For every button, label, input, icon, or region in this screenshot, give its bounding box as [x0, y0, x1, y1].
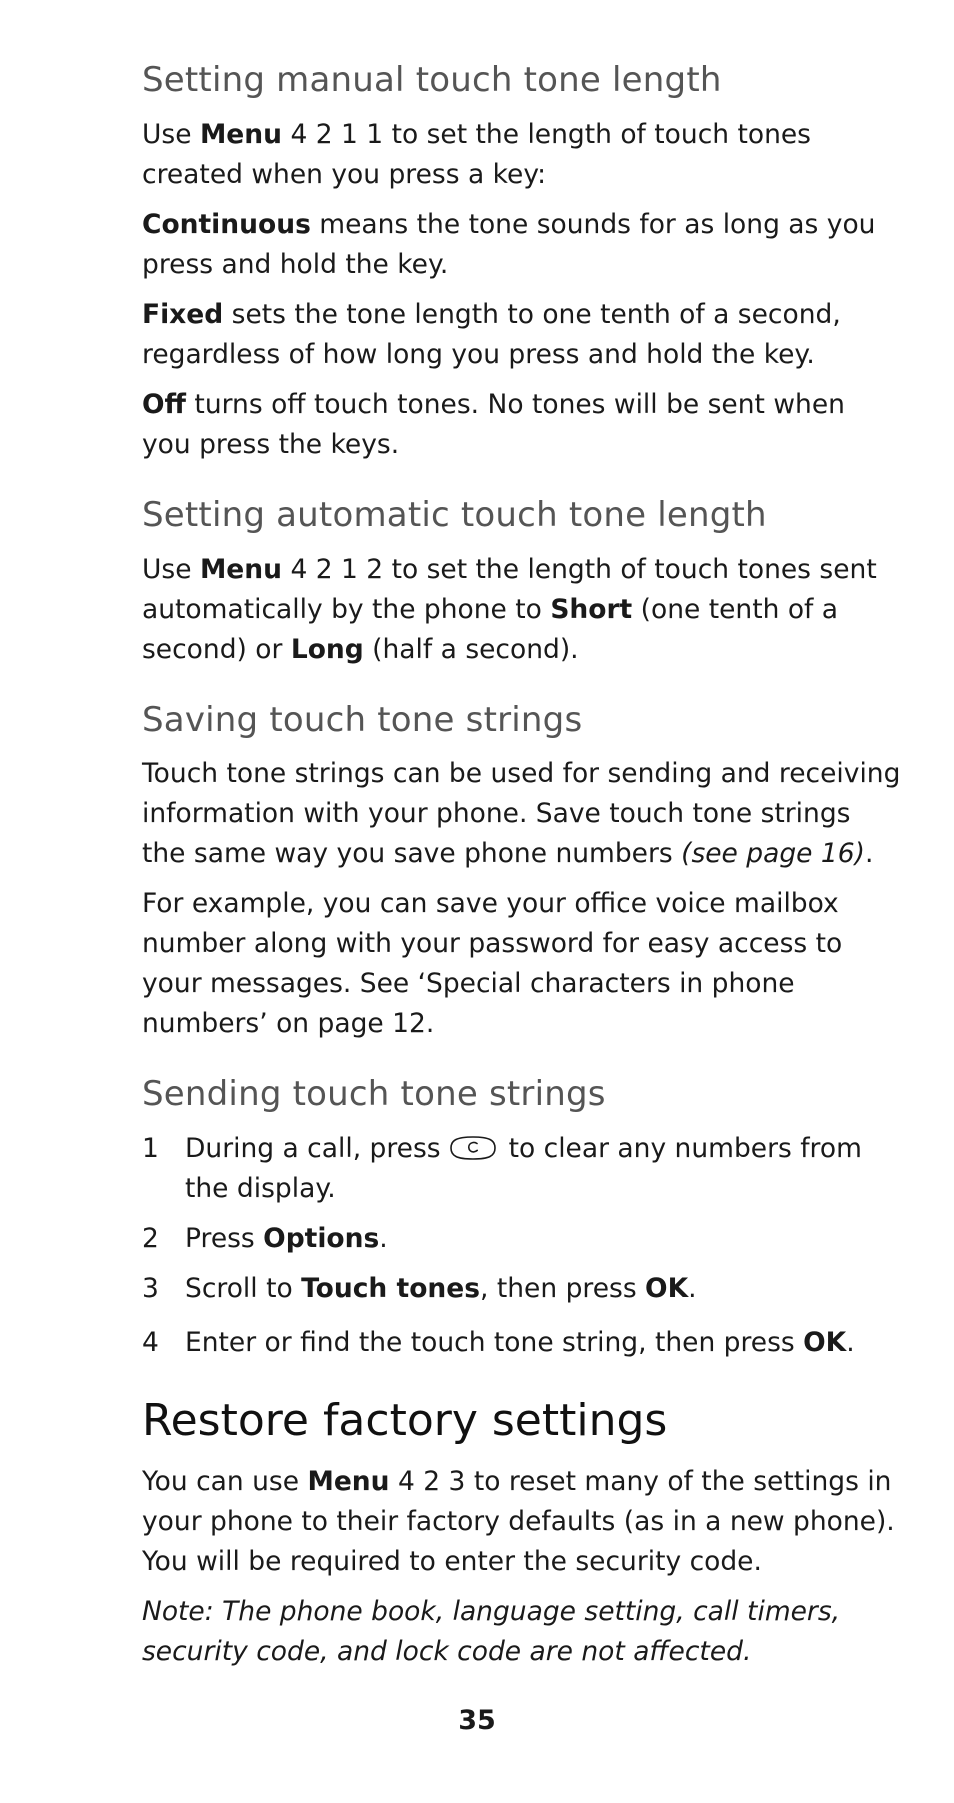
heading-restore-factory-settings: Restore factory settings [142, 1395, 668, 1447]
step-number: 2 [142, 1223, 159, 1255]
heading-manual-touch-tone-length: Setting manual touch tone length [142, 60, 722, 100]
option-off: Off turns off touch tones. No tones will be sent when you press the keys. [142, 388, 845, 460]
automatic-length-text: Use Menu 4 2 1 2 to set the length of touch tones sent automatically by the phone to Short (one tenth of a second) or Long (half a second). [142, 553, 877, 665]
saving-strings-example: For example, you can save your office voice mailbox number along with your password for easy access to your messages. See ‘Special characters in phone numbers’ on page 12. [142, 888, 843, 1040]
step-3: 3 Scroll to Touch tones, then press OK. [142, 1269, 902, 1309]
step-number: 4 [142, 1327, 159, 1359]
step-number: 3 [142, 1273, 159, 1305]
step-2: 2 Press Options. [142, 1219, 902, 1259]
page-number: 35 [458, 1705, 496, 1736]
step-1: 1 During a call, press to clear any numbers from the display. [142, 1129, 902, 1209]
restore-text: You can use Menu 4 2 3 to reset many of the settings in your phone to their factory defaults (as in a new phone). You will be required to enter the security code. [142, 1465, 895, 1577]
heading-automatic-touch-tone-length: Setting automatic touch tone length [142, 494, 767, 535]
option-fixed: Fixed sets the tone length to one tenth of a second, regardless of how long you press and hold the key. [142, 298, 841, 370]
saving-strings-text: Touch tone strings can be used for sending and receiving information with your phone. Save touch tone strings the same way you save phone numbers (see page 16). [142, 758, 901, 870]
heading-saving-touch-tone-strings: Saving touch tone strings [142, 699, 583, 740]
clear-key-icon [447, 1134, 499, 1162]
restore-note: Note: The phone book, language setting, call timers, security code, and lock code are not affected. [142, 1595, 841, 1667]
heading-sending-touch-tone-strings: Sending touch tone strings [142, 1074, 606, 1115]
manual-page [142, 60, 902, 1672]
step-number: 1 [142, 1133, 159, 1165]
sending-steps-list [142, 1129, 902, 1363]
step-4: 4 Enter or find the touch tone string, then press OK. [142, 1323, 902, 1363]
option-continuous: Continuous means the tone sounds for as long as you press and hold the key. [142, 208, 876, 280]
manual-length-intro: Use Menu 4 2 1 1 to set the length of touch tones created when you press a key: [142, 118, 811, 190]
